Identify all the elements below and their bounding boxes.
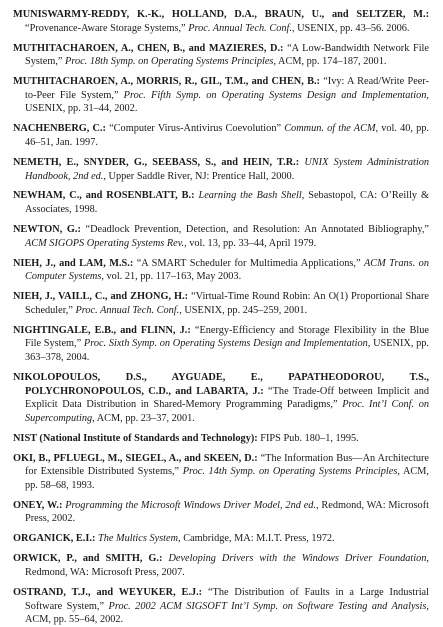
reference-title: “Energy-Efficiency and Storage Flexibility in the Blue File System,”: [25, 324, 429, 350]
reference-authors: NIST (National Institute of Standards and Technology):: [13, 432, 258, 444]
reference-details: , Upper Saddle River, NJ: Prentice Hall, 2000.: [103, 170, 295, 182]
reference-venue: Proc. Annual Tech. Conf.: [75, 304, 180, 316]
reference-title: “Computer Virus-Antivirus Coevolution”: [105, 123, 285, 135]
reference-title: “A Low-Bandwidth Network File System,”: [25, 42, 429, 68]
reference-details: , USENIX, pp. 31–44, 2002.: [25, 89, 429, 115]
reference-venue: Learning the Bash Shell: [198, 190, 302, 202]
reference-entry: [13, 223, 429, 250]
reference-entry: [13, 586, 429, 627]
reference-authors: MUNISWARMY-REDDY, K.-K., HOLLAND, D.A., BRAUN, U., and SELTZER, M.:: [13, 9, 429, 20]
reference-details: , USENIX, pp. 363–378, 2004.: [25, 338, 429, 363]
reference-entry: [13, 122, 429, 149]
reference-authors: NIGHTINGALE, E.B., and FLINN, J.:: [13, 324, 191, 336]
reference-entry: [13, 8, 429, 35]
reference-authors: NEWHAM, C., and ROSENBLATT, B.:: [13, 190, 195, 202]
reference-authors: ORGANICK, E.I.:: [13, 533, 96, 545]
reference-title: “The Distribution of Faults in a Large Industrial Software System,”: [25, 587, 429, 612]
reference-venue: Proc. 18th Symp. on Operating Systems Principles: [65, 56, 274, 68]
reference-entry: [13, 324, 429, 365]
reference-venue: ACM SIGOPS Operating Systems Rev.: [25, 237, 185, 249]
reference-authors: NEMETH, E., SNYDER, G., SEEBASS, S., and HEIN, T.R.:: [13, 156, 300, 168]
reference-entry: [13, 156, 429, 183]
reference-entry: [13, 75, 429, 116]
reference-authors: OKI, B., PFLUEGL, M., SIEGEL, A., and SKEEN, D.:: [13, 452, 258, 464]
reference-title: “The Trade-Off between Implicit and Explicit Data Distribution in Shared-Memory Programming Paradigms,”: [25, 385, 429, 411]
reference-details: , ACM, pp. 55–64, 2002.: [25, 600, 429, 626]
reference-venue: ACM Trans. on Computer Systems: [25, 257, 429, 283]
reference-entry: [13, 532, 429, 546]
reference-venue: Developing Drivers with the Windows Driver Foundation: [168, 553, 427, 565]
reference-details: , vol. 40, pp. 46–51, Jan. 1997.: [25, 123, 430, 148]
reference-title: “Deadlock Prevention, Detection, and Resolution: An Annotated Bibliography,”: [80, 224, 429, 236]
reference-title: “Virtual-Time Round Robin: An O(1) Proportional Share Scheduler,”: [25, 291, 429, 316]
reference-venue: The Multics System: [97, 533, 179, 545]
reference-details: , USENIX, pp. 43–56. 2006.: [291, 22, 410, 34]
reference-details: , Cambridge, MA: M.I.T. Press, 1972.: [178, 533, 335, 545]
reference-entry: [13, 432, 429, 446]
reference-venue: Programming the Microsoft Windows Driver Model, 2nd ed.: [65, 499, 316, 511]
reference-entry: [13, 257, 429, 284]
reference-authors: ONEY, W.:: [13, 499, 63, 511]
reference-entry: [13, 290, 429, 317]
reference-authors: NIEH, J., VAILL, C., and ZHONG, H.:: [13, 291, 189, 303]
reference-details: , Redmond, WA: Microsoft Press, 2002.: [25, 499, 429, 525]
reference-details: , Sebastopol, CA: O’Reilly & Associates, 1998.: [25, 190, 430, 216]
reference-venue: Commun. of the ACM: [284, 123, 376, 135]
reference-title: “The Information Bus—An Architecture for Extensible Distributed Systems,”: [25, 452, 429, 478]
reference-venue: Proc. Int’l Conf. on Supercomputing: [25, 399, 430, 424]
reference-authors: NEWTON, G.:: [13, 224, 81, 236]
reference-venue: Proc. Fifth Symp. on Operating Systems Design and Implementation: [123, 89, 427, 101]
reference-entry: [13, 452, 429, 493]
reference-entry: [13, 371, 429, 425]
reference-authors: MUTHITACHAROEN, A., MORRIS, R., GIL, T.M., and CHEN, B.:: [13, 76, 320, 88]
reference-authors: OSTRAND, T.J., and WEYUKER, E.J.:: [13, 587, 203, 599]
reference-venue: Proc. 14th Symp. on Operating Systems Principles: [182, 466, 398, 478]
reference-venue: UNIX System Administration Handbook, 2nd ed.: [25, 156, 429, 182]
reference-title: FIPS Pub. 180–1, 1995.: [257, 432, 359, 444]
reference-entry: [13, 499, 429, 526]
reference-authors: NACHENBERG, C.:: [13, 123, 106, 135]
reference-authors: ORWICK, P., and SMITH, G.:: [13, 553, 163, 565]
reference-authors: NIEH, J., and LAM, M.S.:: [13, 257, 134, 269]
reference-details: , USENIX, pp. 245–259, 2001.: [179, 304, 308, 316]
reference-details: , vol. 21, pp. 117–163, May 2003.: [101, 271, 242, 283]
reference-authors: MUTHITACHAROEN, A., CHEN, B., and MAZIERES, D.:: [13, 42, 284, 54]
reference-details: , ACM, pp. 174–187, 2001.: [273, 56, 387, 68]
reference-entry: [13, 552, 429, 579]
reference-authors: NIKOLOPOULOS, D.S., AYGUADE, E., PAPATHEODOROU, T.S., POLYCHRONOPOULOS, C.D., and LABARTA, J.:: [13, 371, 429, 397]
reference-venue: Proc. Sixth Symp. on Operating Systems Design and Implementation: [83, 338, 368, 350]
reference-title: “A SMART Scheduler for Multimedia Applications,”: [133, 257, 364, 269]
reference-venue: Proc. 2002 ACM SIGSOFT Int’l Symp. on Software Testing and Analysis: [108, 600, 427, 612]
reference-title: “Provenance-Aware Storage Systems,”: [25, 22, 189, 34]
reference-details: , Redmond, WA: Microsoft Press, 2007.: [25, 553, 429, 579]
reference-entry: [13, 189, 429, 216]
reference-venue: Proc. Annual Tech. Conf.: [188, 22, 292, 34]
reference-entry: [13, 42, 429, 69]
reference-details: , vol. 13, pp. 33–44, April 1979.: [184, 237, 317, 249]
reference-details: , ACM, pp. 23–37, 2001.: [92, 412, 195, 424]
reference-details: , ACM, pp. 58–68, 1993.: [25, 466, 429, 491]
reference-title: “Ivy: A Read/Write Peer-to-Peer File System,”: [25, 76, 429, 101]
